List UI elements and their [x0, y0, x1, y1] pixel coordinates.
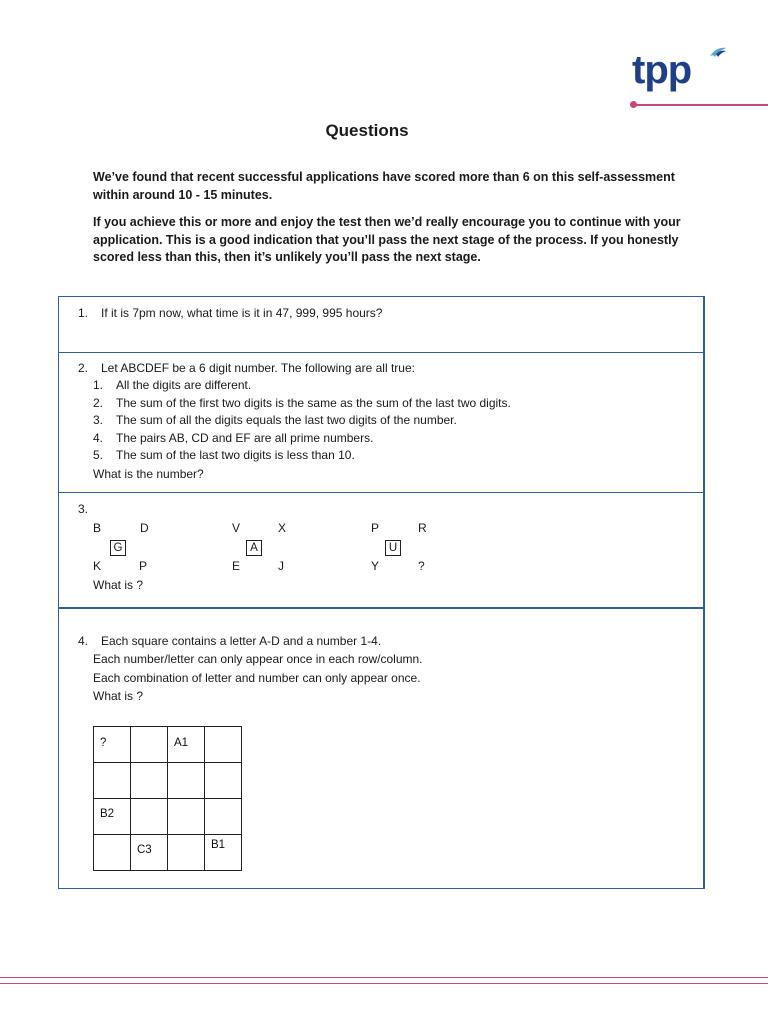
group-2-top-left: V [232, 521, 241, 535]
list-item-number: 1. [93, 378, 104, 392]
table-row [94, 763, 242, 799]
group-2-boxed-letter: A [246, 540, 262, 556]
question-3-number: 3. [78, 502, 89, 516]
question-4-prompt: What is ? [93, 689, 144, 703]
grid-cell: C3 [131, 835, 168, 871]
question-1-box [58, 296, 705, 353]
group-2-bottom-left: E [232, 559, 241, 573]
grid-cell [168, 799, 205, 835]
footer-rule-2 [0, 983, 768, 984]
group-1-bottom-right: P [139, 559, 148, 573]
list-item-number: 4. [93, 431, 104, 445]
question-4-line-2: Each number/letter can only appear once in each row/column. [93, 652, 423, 666]
header-rule [632, 104, 768, 106]
grid-cell [205, 727, 242, 763]
intro-paragraph-2: If you achieve this or more and enjoy the test then we’d really encourage you to continue with your application. This is a good indication that you’ll pass the next stage of the process. If you honestly scored less than this, then it’s unlikely you’ll pass the next stage. [93, 215, 681, 264]
grid-cell [131, 799, 168, 835]
group-3-center [385, 540, 401, 556]
bird-icon [708, 44, 728, 64]
grid-cell [131, 727, 168, 763]
question-1-number: 1. [78, 306, 89, 320]
group-1-bottom-left: K [93, 559, 102, 573]
question-3-prompt: What is ? [93, 578, 144, 592]
grid-cell: B1 [205, 835, 242, 871]
intro-text [93, 169, 683, 277]
page-title: Questions [325, 121, 409, 140]
question-2-box [58, 352, 705, 493]
group-3-top-right: R [418, 521, 427, 535]
table-row [94, 799, 242, 835]
list-item: The sum of the last two digits is less than 10. [116, 448, 355, 462]
grid-cell: ? [94, 727, 131, 763]
group-2-bottom-right: J [278, 559, 284, 573]
list-item: The sum of all the digits equals the last two digits of the number. [116, 413, 457, 427]
question-3-box [58, 492, 705, 609]
group-3-top-left: P [371, 521, 380, 535]
grid-cell: B2 [94, 799, 131, 835]
grid-cell [205, 799, 242, 835]
group-2-center [246, 540, 262, 556]
group-1-top-left: B [93, 521, 102, 535]
grid-cell [131, 763, 168, 799]
group-3-bottom-right: ? [418, 559, 425, 573]
group-2-top-right: X [278, 521, 287, 535]
question-4-line-1: Each square contains a letter A-D and a number 1-4. [101, 634, 382, 648]
grid-cell [94, 835, 131, 871]
group-1-top-right: D [140, 521, 149, 535]
list-item-number: 5. [93, 448, 104, 462]
group-1-boxed-letter: G [110, 540, 126, 556]
question-2-text: Let ABCDEF be a 6 digit number. The following are all true: [101, 361, 415, 375]
list-item: The pairs AB, CD and EF are all prime numbers. [116, 431, 374, 445]
grid-cell [168, 835, 205, 871]
question-4-line-3: Each combination of letter and number can only appear once. [93, 671, 421, 685]
question-2-prompt: What is the number? [93, 467, 204, 481]
letter-number-grid [93, 726, 242, 871]
question-2-number: 2. [78, 361, 89, 375]
tpp-logo [628, 44, 728, 96]
group-3-bottom-left: Y [371, 559, 380, 573]
grid-cell [168, 763, 205, 799]
grid-cell: A1 [168, 727, 205, 763]
question-1-text: If it is 7pm now, what time is it in 47, 999, 995 hours? [101, 306, 383, 320]
list-item-number: 2. [93, 396, 104, 410]
table-row [94, 835, 242, 871]
group-3-boxed-letter: U [385, 540, 401, 556]
list-item: The sum of the first two digits is the same as the sum of the last two digits. [116, 396, 511, 410]
intro-paragraph-1: We’ve found that recent successful applications have scored more than 6 on this self-assessment within around 10 - 15 minutes. [93, 170, 675, 202]
group-1-center [110, 540, 126, 556]
grid-cell [94, 763, 131, 799]
question-4-number: 4. [78, 634, 89, 648]
table-row [94, 727, 242, 763]
logo-text: tpp [632, 48, 692, 92]
grid-cell [205, 763, 242, 799]
list-item: All the digits are different. [116, 378, 252, 392]
list-item-number: 3. [93, 413, 104, 427]
footer-rule-1 [0, 977, 768, 978]
